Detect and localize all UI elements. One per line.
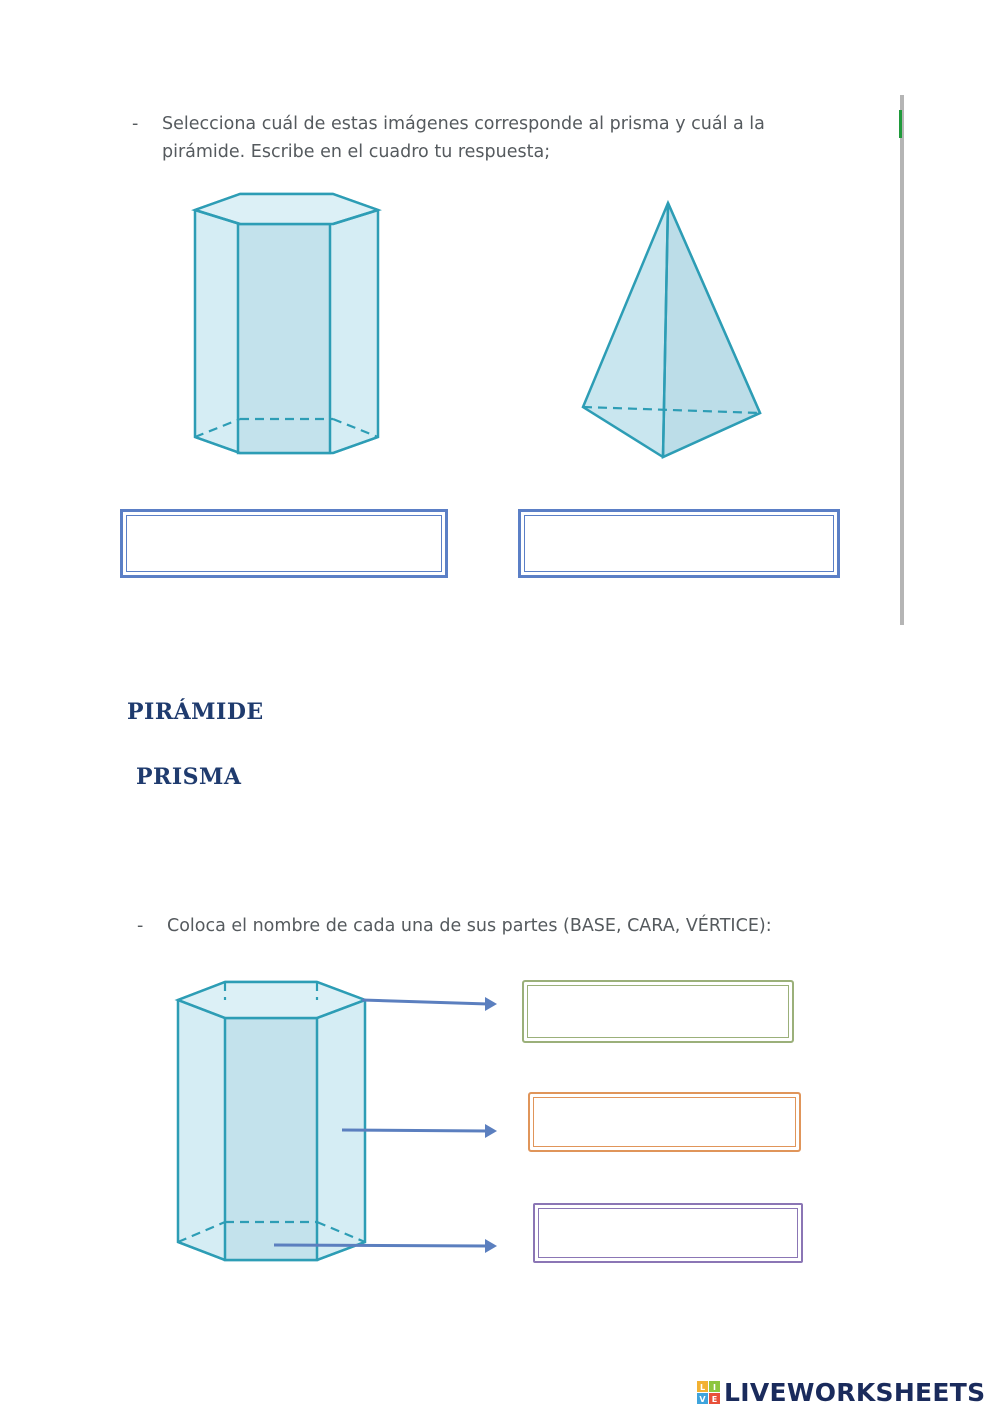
scrollbar-line [900, 95, 904, 625]
exercise2-instruction [137, 912, 807, 940]
pyramid-figure [575, 195, 770, 465]
vertex-answer-box[interactable] [522, 980, 794, 1043]
instruction-line-1: Selecciona cuál de estas imágenes corresponde al prisma y cuál a la [162, 114, 765, 134]
bullet-dash: - [132, 114, 139, 134]
svg-text:I: I [713, 1382, 716, 1392]
word-prisma[interactable]: PRISMA [136, 764, 242, 790]
arrow-top [362, 1000, 488, 1004]
prism-answer-box[interactable] [120, 509, 448, 578]
instruction-line-2: pirámide. Escribe en el cuadro tu respuesta; [162, 142, 551, 162]
liveworksheets-logo-text: LIVEWORKSHEETS [724, 1378, 986, 1407]
face-answer-box[interactable] [528, 1092, 801, 1152]
word-piramide[interactable]: PIRÁMIDE [127, 699, 264, 725]
svg-text:L: L [699, 1382, 706, 1392]
svg-text:E: E [711, 1394, 718, 1404]
liveworksheets-logo-icon [697, 1381, 721, 1405]
base-answer-box[interactable] [533, 1203, 803, 1263]
instruction-line: Coloca el nombre de cada una de sus partes (BASE, CARA, VÉRTICE): [167, 916, 772, 936]
bullet-dash: - [137, 916, 144, 936]
pyramid-answer-box[interactable] [518, 509, 840, 578]
prism-parts-figure [170, 970, 510, 1270]
scroll-indicator [899, 110, 902, 138]
liveworksheets-logo [697, 1378, 985, 1407]
svg-text:V: V [699, 1394, 706, 1404]
arrow-middle [342, 1130, 488, 1131]
arrow-bottom [274, 1245, 488, 1246]
hexagonal-prism-figure [185, 180, 385, 470]
exercise1-instruction [132, 110, 802, 166]
